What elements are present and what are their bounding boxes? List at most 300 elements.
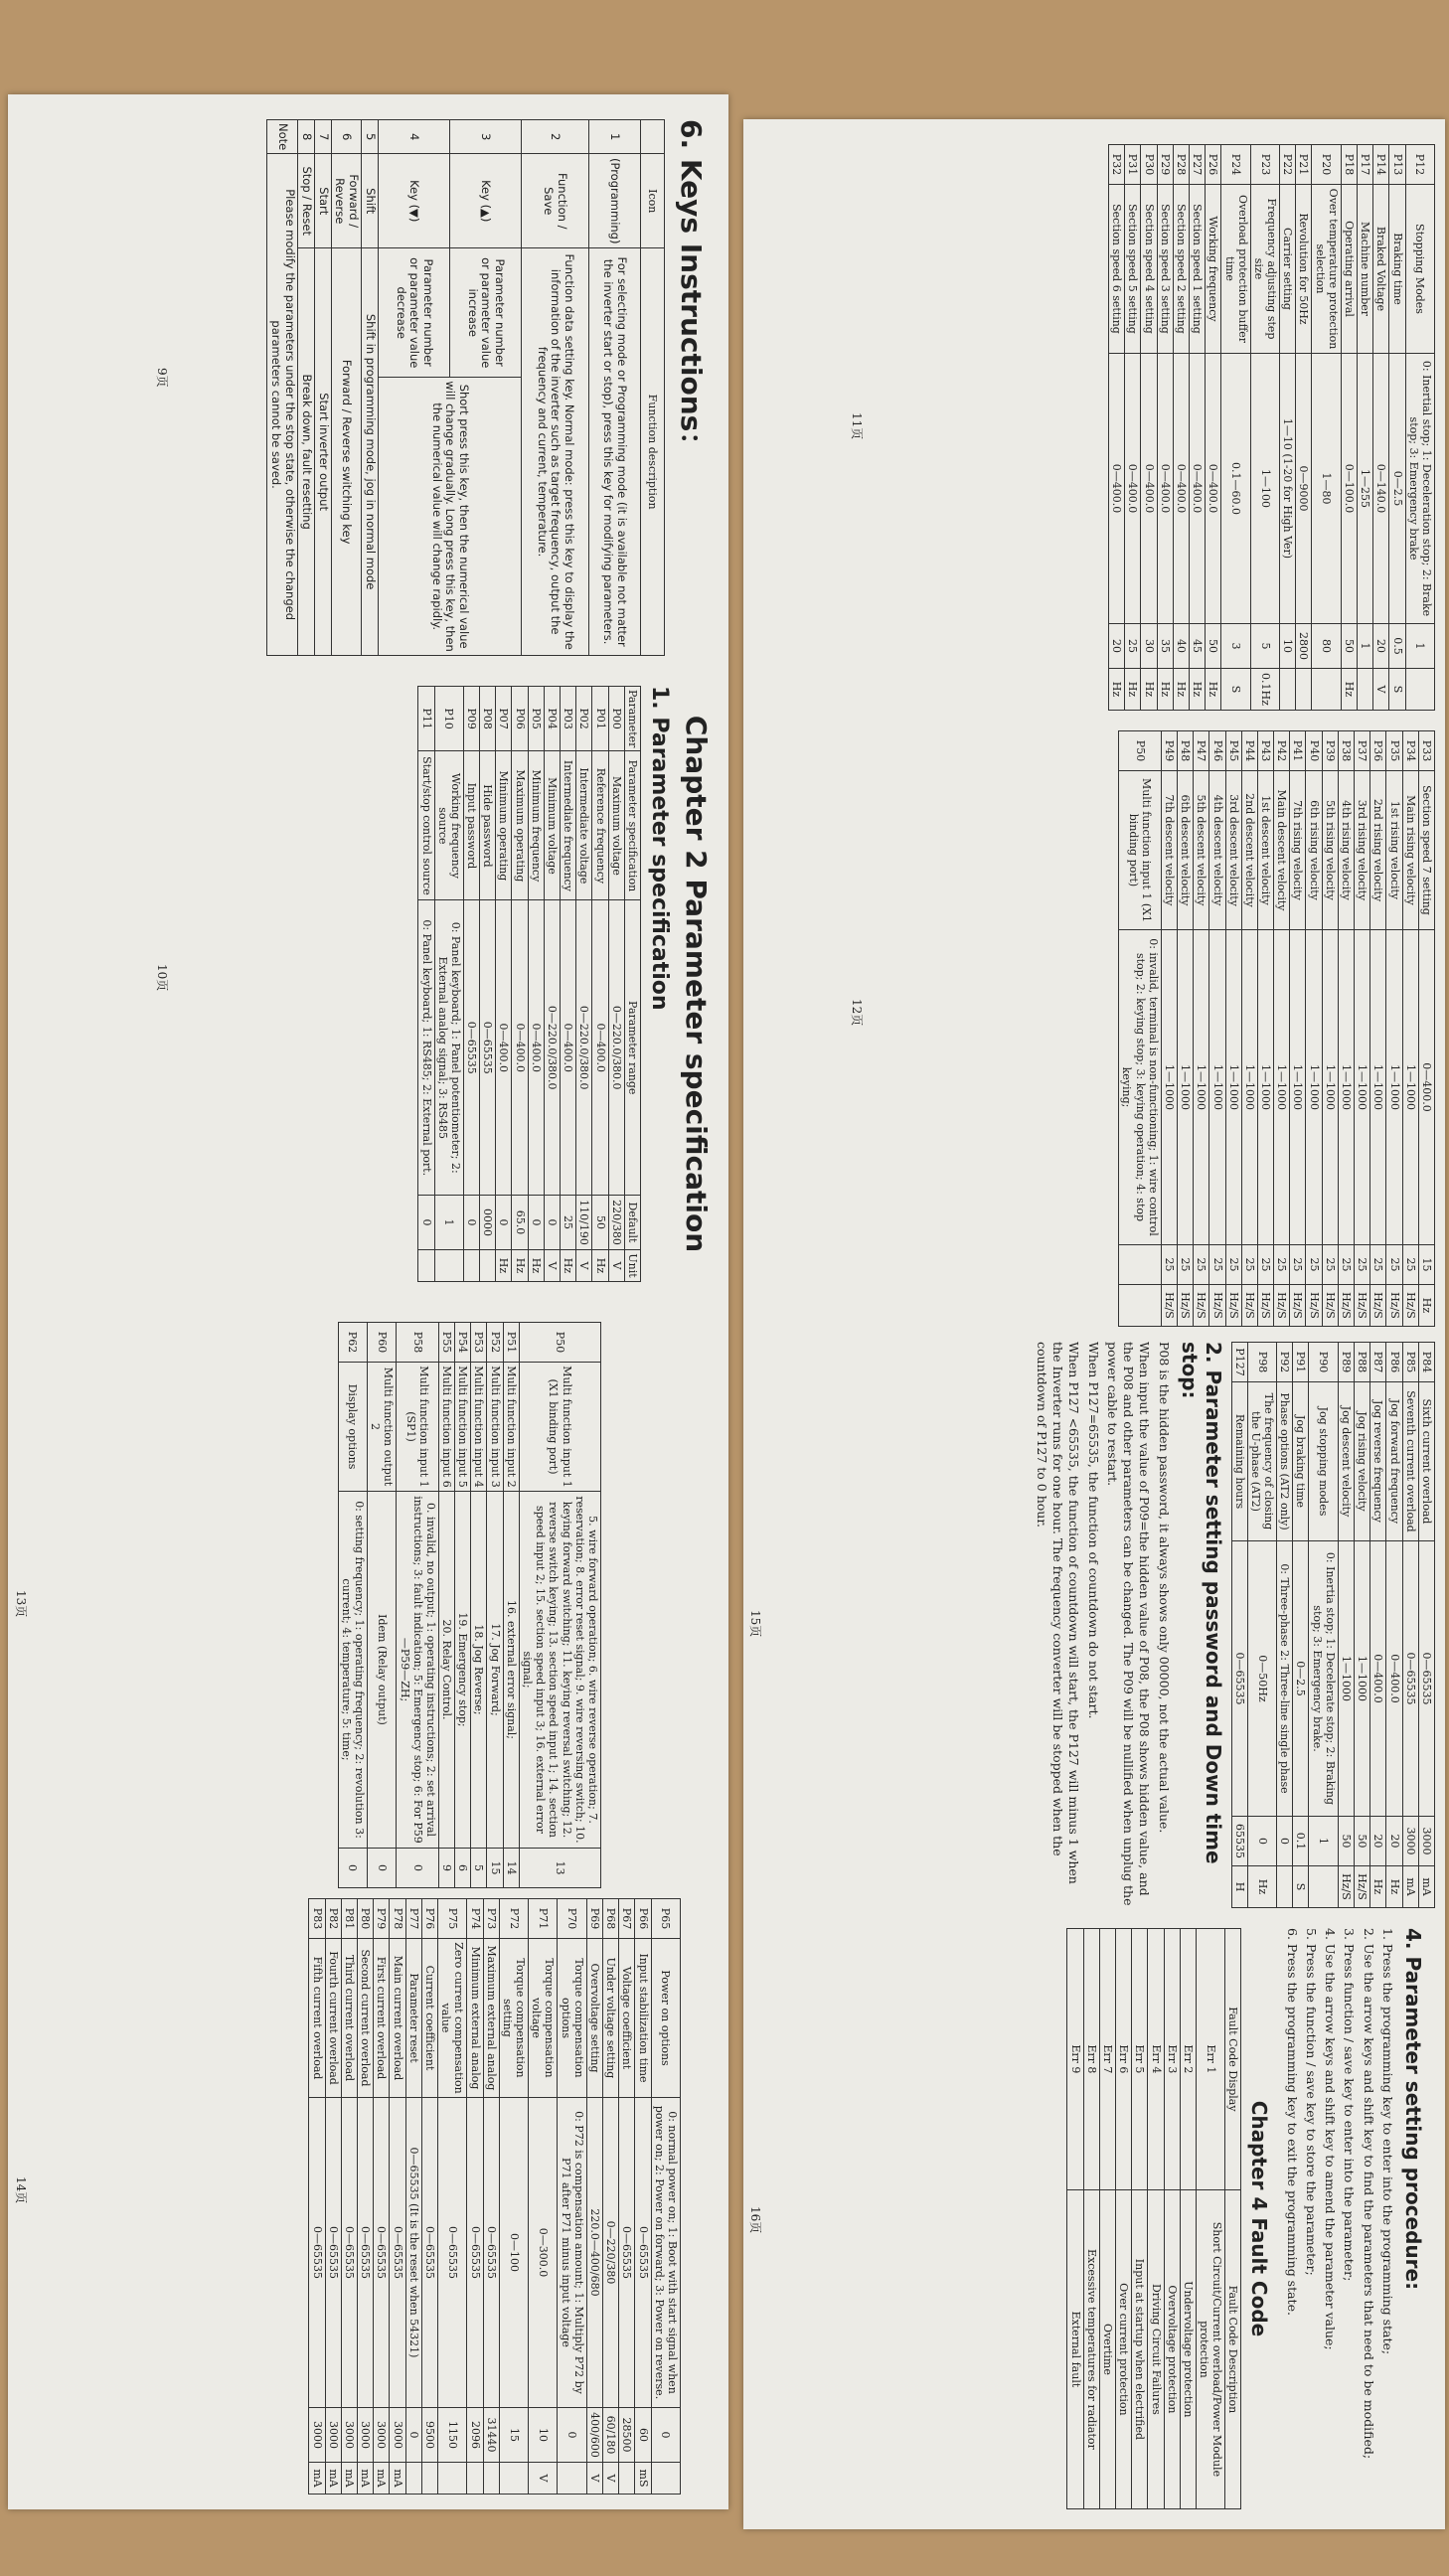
table-cell: Section speed 1 setting [1190, 185, 1206, 354]
password-section-title: 2. Parameter setting password and Down time stop: [1177, 1342, 1225, 1864]
table-cell: P98 [1247, 1343, 1276, 1382]
table-cell: 0—400.0 [1157, 354, 1173, 624]
page-10 [13, 686, 721, 1282]
table-cell: 25 [1194, 1245, 1209, 1285]
table-cell: Hz [1418, 1285, 1434, 1327]
table-cell: Jog stopping modes [1309, 1382, 1338, 1541]
table-cell: P75 [438, 1899, 467, 1939]
table-cell [499, 2463, 528, 2495]
table-cell: 3 [1221, 624, 1250, 669]
table-row [1206, 145, 1221, 711]
table-cell: Minimum voltage [544, 751, 560, 900]
table-cell: P73 [483, 1899, 499, 1939]
table-cell: Section speed 3 setting [1157, 185, 1173, 354]
table-row [1309, 1343, 1338, 1908]
table-row [1225, 731, 1241, 1327]
table-row [1173, 145, 1189, 711]
table-cell: 0—220.0/380.0 [544, 900, 560, 1196]
table-cell: P42 [1274, 731, 1290, 771]
table-cell: 25 [1306, 1245, 1322, 1285]
table-cell: Err 6 [1116, 1929, 1132, 2190]
table-cell [434, 1250, 463, 1282]
table-cell: 0 [338, 1849, 367, 1888]
table-row [619, 1899, 635, 2495]
table-cell: 14 [503, 1849, 519, 1888]
table-cell: 80 [1312, 624, 1341, 669]
table-row [576, 687, 592, 1282]
table-row [1355, 1343, 1370, 1908]
table-cell: Hz [1157, 669, 1173, 711]
table-cell [1119, 1285, 1162, 1327]
table-cell: P71 [529, 1899, 558, 1939]
procedure-step: 6. Press the programming key to exit the programming state. [1284, 1928, 1300, 2316]
table-cell: 0—300.0 [529, 2098, 558, 2408]
table-cell: Hz [1190, 669, 1206, 711]
table-cell: 4th rising velocity [1338, 771, 1354, 930]
table-cell [1358, 669, 1373, 711]
table-cell: 25 [561, 1196, 576, 1250]
table-cell: 0—400.0 [1418, 930, 1434, 1245]
table-cell: 13 [519, 1849, 600, 1888]
table-cell: 0 [528, 1196, 544, 1250]
table-row [528, 687, 544, 1282]
table-cell: External fault [1067, 2189, 1083, 2508]
table-cell: S [1221, 669, 1250, 711]
table-cell: S [1389, 669, 1405, 711]
updown-description: Short press this key, then the numerical value will change gradually. Long press this key, then the numerical value will change rapidly. [379, 378, 522, 656]
page-number: 12页 [850, 999, 864, 1027]
table-cell: P85 [1402, 1343, 1418, 1382]
table-row [397, 1323, 439, 1888]
table-cell: P88 [1355, 1343, 1370, 1382]
table-cell: P67 [619, 1899, 635, 1939]
chapter-2-title: Chapter 2 Parameter specification [680, 715, 713, 1253]
table-cell: Current coefficient [421, 1939, 437, 2098]
table-cell: 17. Jog Forward; [487, 1492, 503, 1849]
table-row [438, 1899, 467, 2495]
table-cell: P34 [1402, 731, 1418, 771]
table-cell: mA [358, 2463, 374, 2495]
table-cell: Err 3 [1164, 1929, 1180, 2190]
table-cell: 0—2.5 [1389, 354, 1405, 624]
fault-code-title: Chapter 4 Fault Code [1247, 2100, 1272, 2337]
parameter-table-p11 [1108, 144, 1435, 711]
table-row [1194, 731, 1209, 1327]
table-cell: Fourth current overload [325, 1939, 341, 2098]
table-cell: P127 [1231, 1343, 1247, 1382]
table-cell: Hz/S [1402, 1285, 1418, 1327]
table-cell [1296, 669, 1312, 711]
table-cell: P90 [1309, 1343, 1338, 1382]
table-cell: Hz [1341, 669, 1357, 711]
table-cell: Hz/S [1355, 1285, 1370, 1327]
table-cell: Input password [463, 751, 479, 900]
table-cell: 0—65535 [635, 2098, 651, 2408]
page-number: 15页 [748, 1610, 762, 1638]
table-cell: P83 [309, 1899, 325, 1939]
table-cell: 2nd rising velocity [1370, 771, 1386, 930]
table-cell: 1—1000 [1274, 930, 1290, 1245]
table-cell: 25 [1178, 1245, 1194, 1285]
table-cell: 3rd descent velocity [1225, 771, 1241, 930]
table-cell: Intermediate frequency [561, 751, 576, 900]
procedure-step: 3. Press function / save key to enter into the parameter; [1342, 1928, 1358, 2282]
table-cell [1312, 669, 1341, 711]
table-cell: Short Circuit/Current overload/Power Module protection [1196, 2189, 1224, 2508]
table-cell: Hz [1173, 669, 1189, 711]
table-cell: 25 [1274, 1245, 1290, 1285]
table-cell: 1—1000 [1402, 930, 1418, 1245]
table-cell: 4th descent velocity [1209, 771, 1225, 930]
stop-reset-key-label: Stop / Reset [298, 154, 315, 248]
table-row [561, 687, 576, 1282]
page-number: 14页 [14, 2176, 28, 2204]
table-cell: Under voltage setting [603, 1939, 619, 2098]
table-cell: Power on options [651, 1939, 680, 2098]
table-cell: Section speed 6 setting [1109, 185, 1125, 354]
table-cell: P49 [1161, 731, 1177, 771]
table-row [1157, 145, 1173, 711]
table-cell: P50 [519, 1323, 600, 1363]
table-cell: 1—1000 [1178, 930, 1194, 1245]
table-cell: 1—1000 [1338, 930, 1354, 1245]
table-cell: 25 [1370, 1245, 1386, 1285]
table-row [651, 1899, 680, 2495]
table-cell: Hz/S [1209, 1285, 1225, 1327]
table-cell: 20 [1373, 624, 1389, 669]
table-row [1306, 731, 1322, 1327]
table-cell: 3rd rising velocity [1355, 771, 1370, 930]
table-cell: 0—400.0 [528, 900, 544, 1196]
table-cell [619, 2463, 635, 2495]
keys-row: 8 Stop / Reset Break down, fault resetting [298, 120, 315, 656]
table-cell: P79 [374, 1899, 390, 1939]
table-cell: Excessive temperatures for radiator [1083, 2189, 1099, 2508]
table-cell: P40 [1306, 731, 1322, 771]
table-cell: 1—10 (1-20 for High Ver) [1280, 354, 1296, 624]
table-cell: Machine number [1358, 185, 1373, 354]
table-cell: Second current overload [358, 1939, 374, 2098]
fault-header-display: Fault Code Display [1225, 1929, 1241, 2190]
table-row [1109, 145, 1125, 711]
table-cell: Phase options (AT2 only) [1277, 1382, 1293, 1541]
page-number: 10页 [155, 964, 169, 992]
table-cell [1119, 1245, 1162, 1285]
table-cell: Multi function input 3 [487, 1363, 503, 1492]
table-cell: P20 [1312, 145, 1341, 185]
table-row [1341, 145, 1357, 711]
table-row [1180, 1929, 1196, 2509]
keys-header-no [641, 120, 665, 154]
table-cell: P33 [1418, 731, 1434, 771]
table-cell: P32 [1109, 145, 1125, 185]
table-cell: P36 [1370, 731, 1386, 771]
table-cell: P26 [1206, 145, 1221, 185]
parameter-table-p10: Parameter Parameter specification Parameter range Default Unit P00 Maximum voltage 0—220.0/380.0 220/380 V P01 Reference frequency 0—400.0 50 Hz P02 Intermediate voltage 0—220.0/380.0 110/190 V P03 Intermediate frequency 0—400.0 25 Hz P04 Minimum voltage 0—220.0/380.0 0 V P05 Minimum frequency 0—400.0 0 Hz P06 Maximum operating 0—400.0 65.0 Hz P07 Minimum operating 0—400.0 0 Hz P08 Hide password 0—65535 0000 P09 Input password 0—65535 0 P10 Working frequency source 0: Panel keyboard; 1: Panel potentiometer; 2: External analog signal; 3: RS485 1 P11 Start/stop control source 0: Panel keyboard; 1: RS485; 2: External port. 0 [417, 686, 641, 1282]
table-cell: P30 [1141, 145, 1157, 185]
table-cell: 1—1000 [1209, 930, 1225, 1245]
table-cell: V [544, 1250, 560, 1282]
table-cell: 3000 [1402, 1817, 1418, 1866]
table-cell: P74 [467, 1899, 483, 1939]
table-cell: 0: setting frequency; 1: operating frequency; 2: revolution 3: current; 4: temperature; 5: time; [338, 1492, 367, 1849]
table-cell: 2nd descent velocity [1241, 771, 1257, 930]
page-number: 11页 [850, 412, 864, 440]
table-cell: 0.1 [1293, 1817, 1309, 1866]
table-cell: 3000 [390, 2408, 405, 2463]
table-cell: mA [390, 2463, 405, 2495]
table-cell: 35 [1157, 624, 1173, 669]
table-cell: P29 [1157, 145, 1173, 185]
table-cell: Hz [1206, 669, 1221, 711]
table-cell: Operating arrival [1341, 185, 1357, 354]
table-cell: 0—400.0 [496, 900, 512, 1196]
table-cell: mS [635, 2463, 651, 2495]
table-cell: P69 [586, 1899, 602, 1939]
table-cell: P55 [438, 1323, 454, 1363]
table-row [1389, 145, 1405, 711]
table-cell: Start/stop control source [418, 751, 434, 900]
parameter-table-p12 [1118, 730, 1435, 1327]
table-cell: Jog forward frequency [1386, 1382, 1402, 1541]
table-cell: 6th descent velocity [1178, 771, 1194, 930]
table-cell: Main descent velocity [1274, 771, 1290, 930]
table-cell: V [576, 1250, 592, 1282]
table-cell: 45 [1190, 624, 1206, 669]
table-cell: 0—65535 [421, 2098, 437, 2408]
table-row [1418, 731, 1434, 1327]
table-cell: Reference frequency [592, 751, 608, 900]
table-cell: Display options [338, 1363, 367, 1492]
table-cell: Section speed 5 setting [1125, 185, 1141, 354]
table-cell: Revolution for 50Hz [1296, 185, 1312, 354]
table-cell: 0—65535 [390, 2098, 405, 2408]
table-cell: P21 [1296, 145, 1312, 185]
table-cell: 1st descent velocity [1257, 771, 1273, 930]
table-cell: P86 [1386, 1343, 1402, 1382]
table-cell: P01 [592, 687, 608, 751]
table-cell: Overtime [1099, 2189, 1115, 2508]
table-cell: 220.0—400/680 [586, 2098, 602, 2408]
table-cell: 0—400.0 [512, 900, 528, 1196]
table-cell: Overvoltage protection [1164, 2189, 1180, 2508]
table-row [467, 1899, 483, 2495]
fault-code-table [1066, 1928, 1241, 2509]
table-cell: Hz/S [1338, 1866, 1354, 1908]
table-row [338, 1323, 367, 1888]
table-cell: 0—50Hz [1247, 1541, 1276, 1817]
table-cell: P04 [544, 687, 560, 751]
table-row [1293, 1343, 1309, 1908]
table-cell: 5 [471, 1849, 487, 1888]
table-cell: 0: P72 is compensation amount; 1: Multiply P72 by P71 after P71 minus input voltage [558, 2098, 586, 2408]
table-cell: 0 [1277, 1817, 1293, 1866]
table-row [1196, 1929, 1224, 2509]
table-cell: 0—65535 [463, 900, 479, 1196]
table-cell: Hz/S [1161, 1285, 1177, 1327]
table-cell: 0—65535 [467, 2098, 483, 2408]
table-cell: 1—1000 [1338, 1541, 1354, 1817]
table-cell: 0—400.0 [1370, 1541, 1386, 1817]
table-cell: Hz/S [1178, 1285, 1194, 1327]
table-cell: 0 [463, 1196, 479, 1250]
table-row [1241, 731, 1257, 1327]
procedure-step: 4. Use the arrow keys and shift key to amend the parameter value; [1323, 1928, 1339, 2350]
table-cell: Hz/S [1290, 1285, 1306, 1327]
table-row [368, 1323, 397, 1888]
table-cell: mA [325, 2463, 341, 2495]
table-cell: 0—220/380 [603, 2098, 619, 2408]
table-cell: Err 7 [1099, 1929, 1115, 2190]
table-cell: P07 [496, 687, 512, 751]
table-row [1338, 1343, 1354, 1908]
table-cell: P37 [1355, 731, 1370, 771]
table-cell: 0—65535 [358, 2098, 374, 2408]
table-cell: 0—220.0/380.0 [576, 900, 592, 1196]
table-cell: mA [1418, 1866, 1434, 1908]
table-cell: Err 8 [1083, 1929, 1099, 2190]
table-cell: Section speed 2 setting [1173, 185, 1189, 354]
table-cell: 0—400.0 [1125, 354, 1141, 624]
table-cell: P62 [338, 1323, 367, 1363]
table-cell: Hz [1141, 669, 1157, 711]
table-cell: 5. wire forward operation; 6. wire reverse operation; 7. reservation; 8. error reset signal; 9. wire reversing switch; 10. keying forward switching; 11. keying reversal switching; 12. reverse switch keying; 13. section speed input 1; 14. section speed input 2; 15. section speed input 3; 16. external error signal; [519, 1492, 600, 1849]
table-cell: 0—400.0 [1206, 354, 1221, 624]
fault-header-description: Fault Code Description [1225, 2189, 1241, 2508]
table-cell: Hz [561, 1250, 576, 1282]
procedure-step: 5. Press the function / save key to store the parameter; [1304, 1928, 1319, 2276]
table-cell: 0.5 [1389, 624, 1405, 669]
keys-row: 3 Key (▲) Parameter number or parameter value increase Short press this key, then the numerical value will change gradually. Long press this key, then the numerical value will change rapidly. [450, 120, 522, 656]
table-row [592, 687, 608, 1282]
table-cell: Minimum operating [496, 751, 512, 900]
table-cell: mA [374, 2463, 390, 2495]
paragraph: P08 is the hidden password, it always shows only 00000, not the actual value. [1156, 1342, 1172, 1834]
table-cell: 0—65535 [341, 2098, 357, 2408]
table-cell [1280, 669, 1296, 711]
table-cell: 1—1000 [1241, 930, 1257, 1245]
table-cell: P45 [1225, 731, 1241, 771]
page-12 [747, 730, 1435, 1327]
page-number: 9页 [155, 368, 169, 388]
table-cell: Intermediate voltage [576, 751, 592, 900]
table-cell: Err 9 [1067, 1929, 1083, 2190]
table-cell: 5 [1250, 624, 1279, 669]
table-cell: 1 [1405, 624, 1434, 669]
table-cell: 50 [1338, 1817, 1354, 1866]
table-cell: 1—1000 [1322, 930, 1338, 1245]
table-cell: 1—1000 [1257, 930, 1273, 1245]
table-cell: 0—65535 (It is the reset when 54321) [405, 2098, 421, 2408]
table-cell: Hz/S [1355, 1866, 1370, 1908]
keys-row: 2 Function / Save Function data setting key. Normal mode: press this key to display the information of the inverter such as target frequency, output the frequency and current, temperature. [522, 120, 589, 656]
table-cell: Multi function input 2 [503, 1363, 519, 1492]
table-cell: 0—100 [499, 2098, 528, 2408]
table-cell: P27 [1190, 145, 1206, 185]
table-cell: Hz/S [1225, 1285, 1241, 1327]
table-cell: P06 [512, 687, 528, 751]
table-row [358, 1899, 374, 2495]
table-cell: P92 [1277, 1343, 1293, 1382]
table-cell: Third current overload [341, 1939, 357, 2098]
table-cell: Minimum external analog [467, 1939, 483, 2098]
table-cell: Err 5 [1132, 1929, 1148, 2190]
table-cell: Hz [528, 1250, 544, 1282]
table-cell: 1—1000 [1161, 930, 1177, 1245]
table-cell: P22 [1280, 145, 1296, 185]
table-cell: 1—1000 [1355, 1541, 1370, 1817]
table-cell: 0—65535 [438, 2098, 467, 2408]
table-cell: 0 [651, 2408, 680, 2463]
table-row [1141, 145, 1157, 711]
table-cell: 10 [529, 2408, 558, 2463]
table-row [1405, 145, 1434, 711]
table-cell: Multi function input 1 (X1 binding port) [1119, 771, 1162, 930]
table-row [1370, 1343, 1386, 1908]
table-cell: Braking time [1389, 185, 1405, 354]
table-cell: P12 [1405, 145, 1434, 185]
table-cell: P68 [603, 1899, 619, 1939]
table-cell: 3000 [309, 2408, 325, 2463]
keys-table [266, 119, 665, 656]
down-key-label: Key (▼) [379, 154, 450, 248]
table-cell: P82 [325, 1899, 341, 1939]
table-cell: P41 [1290, 731, 1306, 771]
table-cell: 0—140.0 [1373, 354, 1389, 624]
table-cell: 1 [434, 1196, 463, 1250]
table-cell: 0: Panel keyboard; 1: RS485; 2: External port. [418, 900, 434, 1196]
table-cell: 20. Relay Control. [438, 1492, 454, 1849]
table-cell: Sixth current overload [1418, 1382, 1434, 1541]
table-row [1386, 731, 1402, 1327]
table-row [434, 687, 463, 1282]
table-cell: mA [309, 2463, 325, 2495]
table-cell: Undervoltage protection [1180, 2189, 1196, 2508]
table-cell: P48 [1178, 731, 1194, 771]
table-cell: Main current overload [390, 1939, 405, 2098]
table-cell: 50 [592, 1196, 608, 1250]
table-cell: P46 [1209, 731, 1225, 771]
table-cell: 0 [1247, 1817, 1276, 1866]
table-cell: 20 [1386, 1817, 1402, 1866]
table-cell: P23 [1250, 145, 1279, 185]
table-cell: Hz/S [1241, 1285, 1257, 1327]
table-cell: P02 [576, 687, 592, 751]
table-cell: Working frequency source [434, 751, 463, 900]
page-number: 13页 [14, 1590, 28, 1618]
table-row [1221, 145, 1250, 711]
table-cell: 0 [544, 1196, 560, 1250]
table-row [1250, 145, 1279, 711]
table-cell: P60 [368, 1323, 397, 1363]
table-cell: P05 [528, 687, 544, 751]
table-cell: Hz [1386, 1866, 1402, 1908]
table-row [1190, 145, 1206, 711]
table-cell: 0—65535 [483, 2098, 499, 2408]
table-row [1116, 1929, 1132, 2509]
table-cell: 0—400.0 [1173, 354, 1189, 624]
table-cell: P91 [1293, 1343, 1309, 1382]
table-cell [405, 2463, 421, 2495]
table-cell: Multi function input 1 (X1 binding port) [519, 1363, 600, 1492]
table-cell: P76 [421, 1899, 437, 1939]
table-cell: 25 [1386, 1245, 1402, 1285]
table-cell: P72 [499, 1899, 528, 1939]
parameter-table-p15 [1231, 1342, 1435, 1908]
table-cell [1277, 1866, 1293, 1908]
keys-title: 6. Keys Instructions： [675, 119, 708, 460]
table-cell: 1—1000 [1355, 930, 1370, 1245]
